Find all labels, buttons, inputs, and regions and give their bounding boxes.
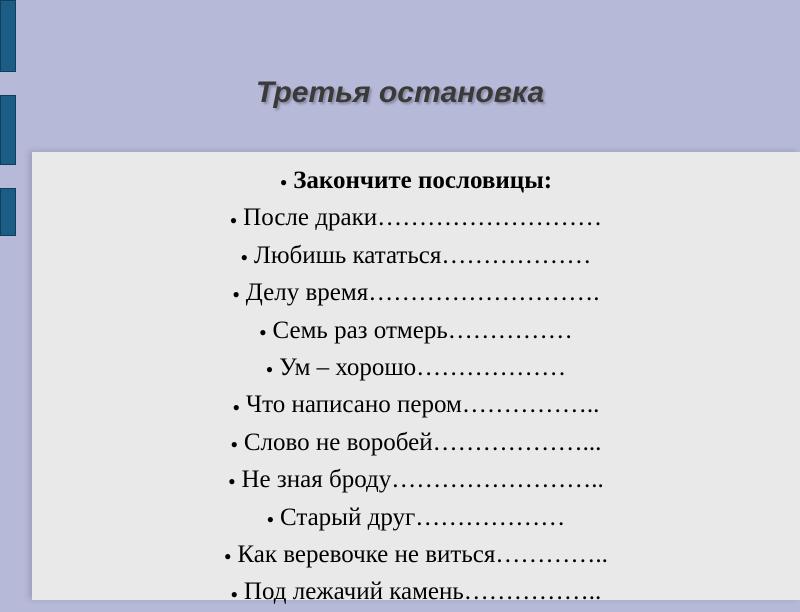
list-item-text: Не зная броду…………………….. bbox=[241, 466, 604, 494]
list-item-heading bbox=[32, 163, 800, 200]
list-item bbox=[32, 462, 800, 499]
bullet-icon: ● bbox=[266, 511, 274, 526]
list-item-text: Ум – хорошо……………… bbox=[279, 354, 567, 382]
bullet-icon: ● bbox=[240, 249, 248, 264]
bullet-icon: ● bbox=[279, 175, 288, 190]
bullet-icon: ● bbox=[229, 212, 238, 227]
list-item bbox=[32, 574, 800, 611]
list-item bbox=[32, 313, 800, 350]
list-item bbox=[32, 200, 800, 237]
list-item bbox=[32, 275, 800, 312]
list-item bbox=[32, 387, 800, 424]
slide-title: Третья остановка bbox=[255, 76, 545, 109]
bullet-icon: ● bbox=[230, 436, 238, 451]
list-item-text: Под лежачий камень…………….. bbox=[243, 578, 602, 606]
list-item-text: Что написано пером…………….. bbox=[245, 391, 600, 419]
bullet-icon: ● bbox=[265, 362, 274, 377]
list-item bbox=[32, 500, 800, 537]
list-item-text: Семь раз отмерь…………… bbox=[272, 316, 573, 344]
list-item-text: Старый друг……………… bbox=[280, 503, 566, 531]
bullet-icon: ● bbox=[259, 324, 267, 339]
bullet-icon: ● bbox=[230, 586, 238, 601]
bullet-icon: ● bbox=[224, 549, 232, 564]
side-bar-bottom bbox=[0, 188, 16, 236]
list-item bbox=[32, 425, 800, 462]
list-item bbox=[32, 537, 800, 574]
bullet-icon: ● bbox=[232, 399, 240, 414]
list-item bbox=[32, 350, 800, 387]
list-item-text: Слово не воробей………………... bbox=[243, 428, 602, 456]
list-item-text: После драки……………………… bbox=[243, 204, 603, 232]
list-item-text: Как веревочке не виться………….. bbox=[237, 541, 608, 569]
proverb-list bbox=[32, 163, 800, 612]
bullet-icon: ● bbox=[228, 474, 236, 489]
side-bar-top bbox=[0, 0, 16, 72]
list-item bbox=[32, 238, 800, 275]
bullet-icon: ● bbox=[232, 287, 240, 302]
list-item-text: Закончите пословицы: bbox=[293, 167, 553, 194]
list-item-text: Любишь кататься……………… bbox=[253, 241, 592, 269]
list-item-text: Делу время………………………. bbox=[245, 279, 600, 307]
